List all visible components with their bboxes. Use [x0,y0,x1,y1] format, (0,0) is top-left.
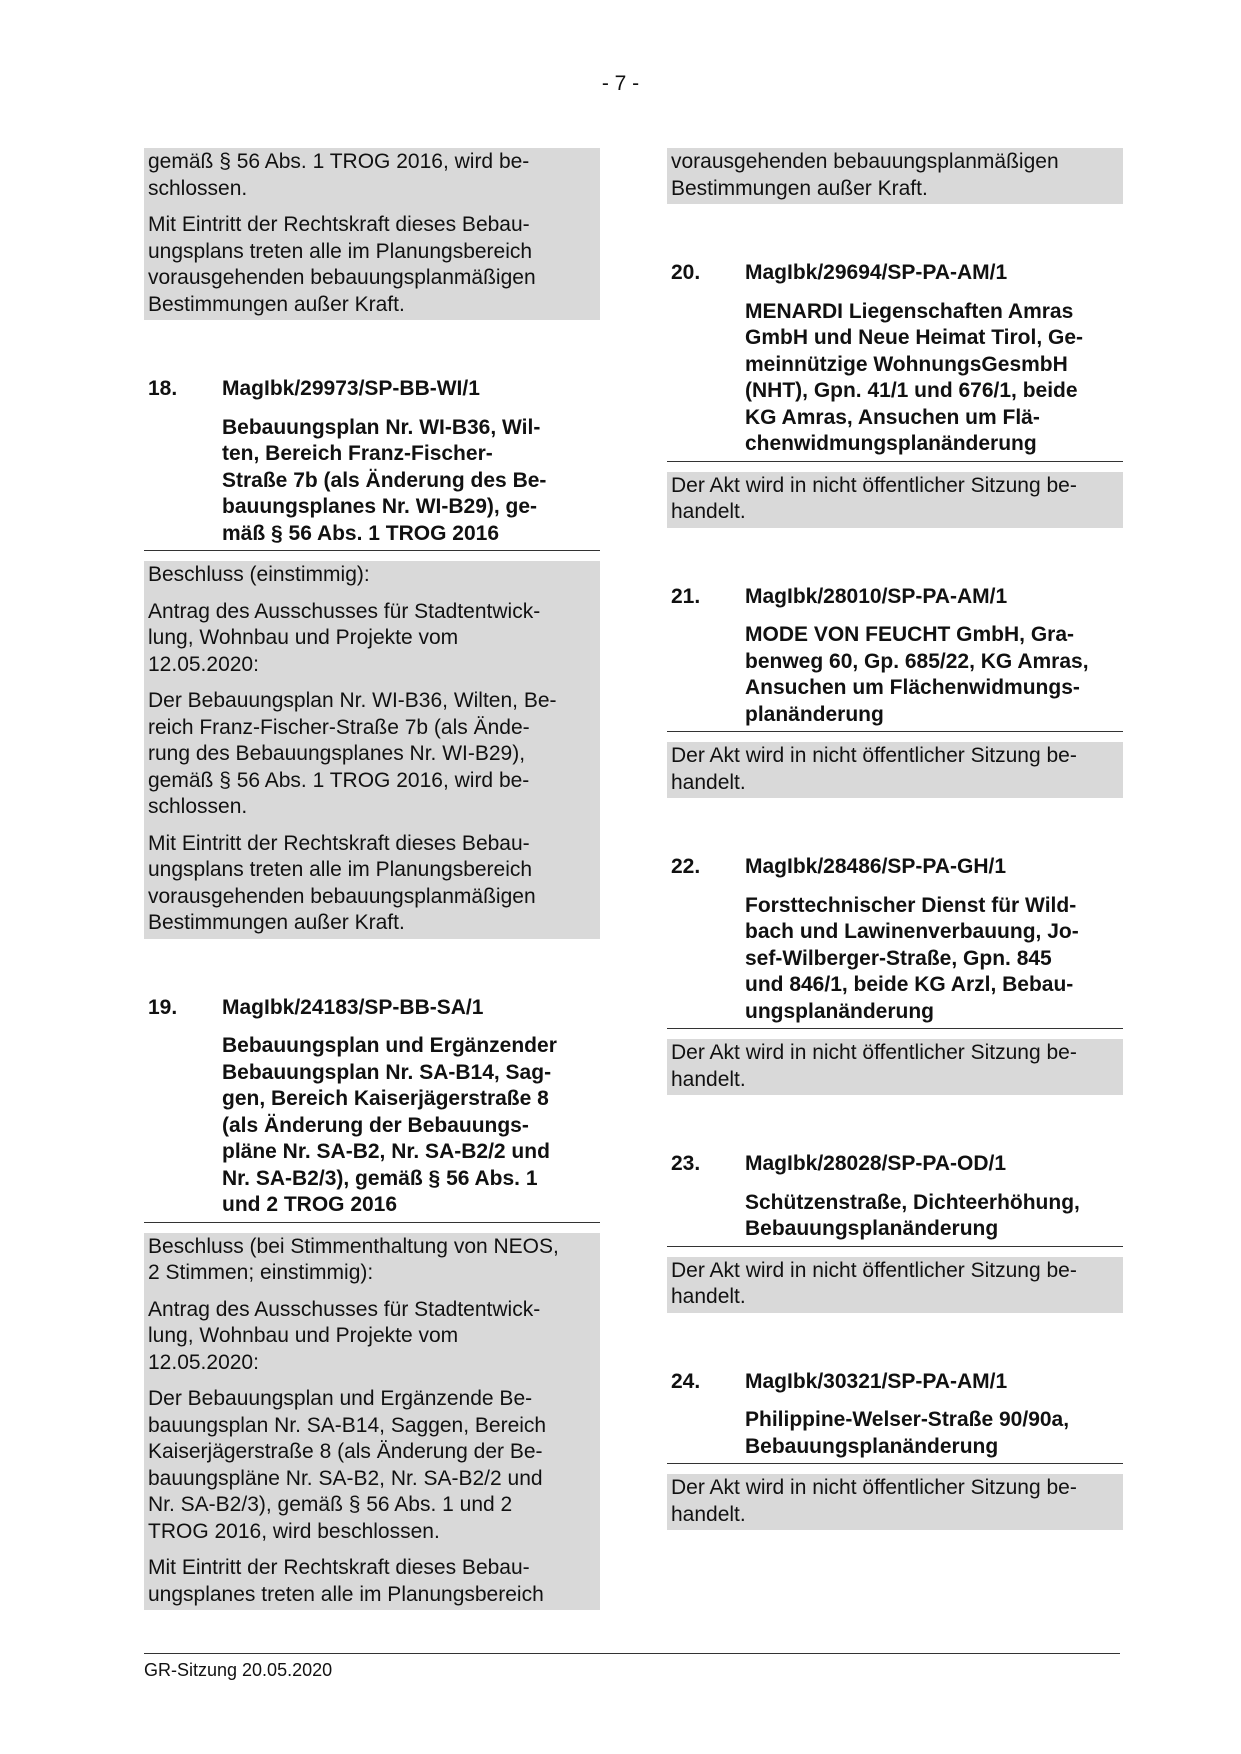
item-code: MagIbk/28010/SP-PA-AM/1 [745,584,1008,608]
paragraph: Beschluss (bei Stimmenthaltung von NEOS, 2 Stimmen; einstimmig): [148,1234,559,1284]
paragraph: Mit Eintritt der Rechtskraft dieses Bebau- ungsplans treten alle im Planungsbereich vorausgehenden bebauungsplanmäßigen Bestimmungen außer Kraft. [148,831,536,934]
paragraph: Beschluss (einstimmig): [148,563,370,586]
paragraph: Antrag des Ausschusses für Stadtentwick- lung, Wohnbau und Projekte vom 12.05.2020: [148,599,541,676]
agenda-item-20 [667,260,1123,462]
paragraph: Antrag des Ausschusses für Stadtentwick- lung, Wohnbau und Projekte vom 12.05.2020: [148,1297,541,1374]
agenda-item-19 [144,995,600,1223]
paragraph: gemäß § 56 Abs. 1 TROG 2016, wird be- schlossen. [148,150,530,200]
left-column [144,148,600,1610]
paragraph: vorausgehenden bebauungsplanmäßigen Bestimmungen außer Kraft. [671,150,1059,200]
item-title: Schützenstraße, Dichteerhöhung, Bebauungsplanänderung [745,1190,1080,1240]
resolution-box [667,1474,1123,1530]
continued-text-box [144,148,600,320]
right-column [667,148,1123,1530]
item-code: MagIbk/29694/SP-PA-AM/1 [745,261,1008,284]
item-number: 20. [671,261,701,284]
paragraph: Der Akt wird in nicht öffentlicher Sitzung be- handelt. [671,1258,1077,1308]
item-code: MagIbk/29973/SP-BB-WI/1 [222,377,480,400]
paragraph: Der Bebauungsplan Nr. WI-B36, Wilten, Be- reich Franz-Fischer-Straße 7b (als Ände- rung des Bebauungsplanes Nr. WI-B29), gemäß § 56 Abs. 1 TROG 2016, wird be- schlossen. [148,689,557,818]
agenda-item-24 [667,1369,1123,1465]
item-title: MODE VON FEUCHT GmbH, Gra- benweg 60, Gp. 685/22, KG Amras, Ansuchen um Flächenwidmungs- planänderung [745,623,1089,726]
page-footer: GR-Sitzung 20.05.2020 [144,1653,1120,1681]
item-code: MagIbk/24183/SP-BB-SA/1 [222,995,484,1019]
resolution-box [667,742,1123,798]
page-number: - 7 - [601,72,640,95]
resolution-box [667,472,1123,528]
item-code: MagIbk/30321/SP-PA-AM/1 [745,1369,1008,1393]
item-number: 19. [148,995,178,1019]
resolution-box [144,561,600,939]
agenda-item-18 [144,376,600,551]
item-title: Philippine-Welser-Straße 90/90a, Bebauungsplanänderung [745,1408,1070,1458]
paragraph: Der Akt wird in nicht öffentlicher Sitzung be- handelt. [671,1041,1077,1091]
item-number: 23. [671,1152,701,1175]
paragraph: Der Akt wird in nicht öffentlicher Sitzung be- handelt. [671,1476,1077,1526]
agenda-item-21 [667,584,1123,733]
paragraph: Der Akt wird in nicht öffentlicher Sitzung be- handelt. [671,744,1077,794]
item-number: 22. [671,855,701,878]
item-number: 24. [671,1369,701,1393]
item-title: MENARDI Liegenschaften Amras GmbH und Neue Heimat Tirol, Ge- meinnützige WohnungsGesmbH (NHT), Gpn. 41/1 und 676/1, beide KG Amras, Ansuchen um Flä- chenwidmungsplanänderung [745,299,1083,455]
item-number: 21. [671,584,701,608]
item-number: 18. [148,377,178,400]
resolution-box [144,1233,600,1611]
agenda-item-22 [667,854,1123,1029]
item-code: MagIbk/28028/SP-PA-OD/1 [745,1152,1007,1175]
resolution-box [667,1039,1123,1095]
paragraph: Mit Eintritt der Rechtskraft dieses Bebau- ungsplanes treten alle im Planungsbereich [148,1556,544,1606]
item-title: Forsttechnischer Dienst für Wild- bach und Lawinenverbauung, Jo- sef-Wilberger-Straße, Gpn. 845 und 846/1, beide KG Arzl, Bebau- ungsplanänderung [745,893,1079,1023]
agenda-item-23 [667,1151,1123,1247]
item-title: Bebauungsplan und Ergänzender Bebauungsplan Nr. SA-B14, Sag- gen, Bereich Kaiserjägerstraße 8 (als Änderung der Bebauungs- pläne Nr. SA-B2, Nr. SA-B2/2 und Nr. SA-B2/3), gemäß § 56 Abs. 1 und 2 TROG 2016 [222,1034,557,1216]
item-title: Bebauungsplan Nr. WI-B36, Wil- ten, Bereich Franz-Fischer- Straße 7b (als Änderung des Be- bauungsplanes Nr. WI-B29), ge- mäß § 56 Abs. 1 TROG 2016 [222,415,547,545]
item-code: MagIbk/28486/SP-PA-GH/1 [745,855,1007,878]
continued-text-box [667,148,1123,204]
resolution-box [667,1257,1123,1313]
paragraph: Der Bebauungsplan und Ergänzende Be- bauungsplan Nr. SA-B14, Saggen, Bereich Kaiserjägerstraße 8 (als Änderung der Be- bauungspläne Nr. SA-B2, Nr. SA-B2/2 und Nr. SA-B2/3), gemäß § 56 Abs. 1 und 2 TROG 2016, wird beschlossen. [148,1387,547,1543]
paragraph: Mit Eintritt der Rechtskraft dieses Bebau- ungsplans treten alle im Planungsbereich vorausgehenden bebauungsplanmäßigen Bestimmungen außer Kraft. [148,213,536,316]
paragraph: Der Akt wird in nicht öffentlicher Sitzung be- handelt. [671,473,1077,523]
